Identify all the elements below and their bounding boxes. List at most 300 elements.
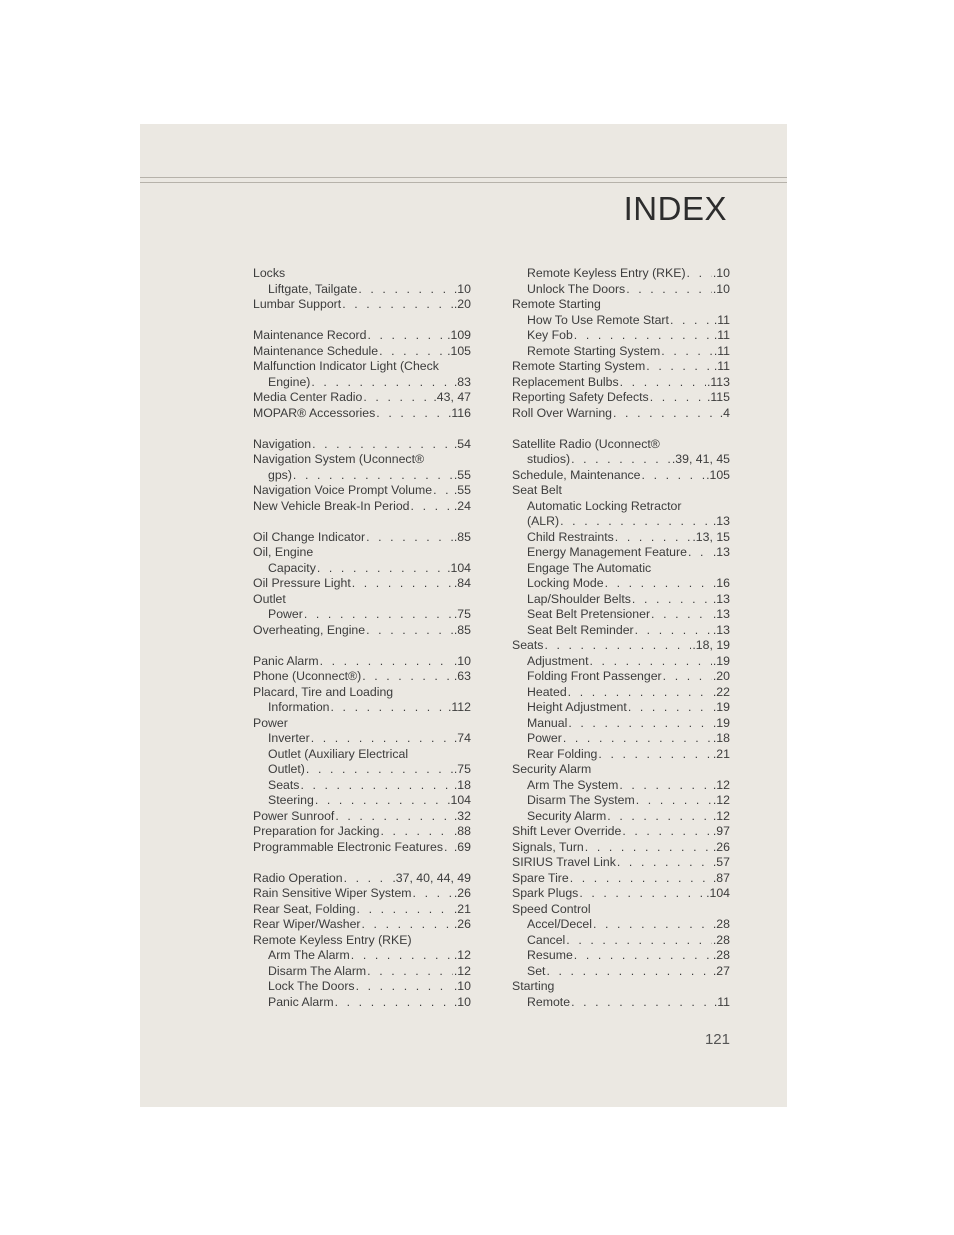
index-entry <box>253 592 471 608</box>
index-subentry <box>253 793 471 809</box>
index-entry <box>512 979 730 995</box>
index-subentry <box>512 623 730 639</box>
index-entry <box>512 840 730 856</box>
index-entry <box>253 886 471 902</box>
dot-leader <box>628 700 712 716</box>
entry-page-ref: .28 <box>712 917 730 931</box>
entry-term: Folding Front Passenger <box>527 669 662 683</box>
dot-leader <box>670 313 713 329</box>
entry-term: Locks <box>253 266 286 280</box>
entry-term: Placard, Tire and Loading <box>253 684 394 699</box>
dot-leader <box>687 266 712 282</box>
dot-leader <box>622 824 712 840</box>
entry-term: Power Sunroof <box>253 808 335 823</box>
index-column-left <box>253 266 471 1010</box>
entry-term: Outlet <box>253 591 286 606</box>
entry-term: Navigation System (Uconnect® <box>253 452 425 466</box>
index-entry <box>253 545 471 561</box>
entry-page-ref: .13 <box>712 514 730 528</box>
index-gap <box>512 421 730 437</box>
entry-page-ref: .10 <box>453 979 471 993</box>
entry-term: Accel/Decel <box>527 917 592 931</box>
index-subentry <box>253 375 471 391</box>
index-entry <box>512 871 730 887</box>
index-subentry <box>512 747 730 763</box>
dot-leader <box>311 375 453 391</box>
index-subentry <box>253 731 471 747</box>
dot-leader <box>579 886 705 902</box>
index-entry <box>253 344 471 360</box>
entry-page-ref: .11 <box>713 343 730 358</box>
entry-page-ref: .19 <box>712 700 730 714</box>
entry-term: Security Alarm <box>512 762 592 776</box>
dot-leader <box>661 344 713 360</box>
entry-page-ref: .39, 41, 45 <box>671 452 730 466</box>
index-subentry <box>253 778 471 794</box>
entry-page-ref: .43, 47 <box>433 390 471 404</box>
entry-page-ref: .84 <box>453 576 471 590</box>
index-subentry <box>512 576 730 592</box>
entry-term: Locking Mode <box>527 576 604 590</box>
dot-leader <box>688 545 712 561</box>
dot-leader <box>315 793 446 809</box>
index-subentry <box>253 762 471 778</box>
entry-page-ref: .12 <box>712 777 730 792</box>
index-subentry <box>512 561 730 577</box>
index-subentry <box>512 530 730 546</box>
entry-term: Lumbar Support <box>253 297 342 311</box>
index-subentry <box>253 948 471 964</box>
entry-page-ref: .18, 19 <box>692 638 730 652</box>
index-entry <box>253 406 471 422</box>
dot-leader <box>312 437 453 453</box>
index-gap <box>253 638 471 654</box>
dot-leader <box>411 499 453 515</box>
index-subentry <box>512 514 730 530</box>
index-entry <box>253 654 471 670</box>
entry-term: Seat Belt <box>512 483 562 497</box>
index-subentry <box>512 685 730 701</box>
index-subentry <box>512 669 730 685</box>
entry-page-ref: .10 <box>453 994 471 1009</box>
entry-term: Remote Starting System <box>527 343 661 358</box>
entry-term: Power <box>253 715 288 730</box>
index-entry <box>253 809 471 825</box>
index-entry <box>512 437 730 453</box>
dot-leader <box>566 933 712 949</box>
index-subentry <box>512 917 730 933</box>
dot-leader <box>362 917 453 933</box>
entry-page-ref: .69 <box>453 839 471 854</box>
index-subentry <box>253 561 471 577</box>
entry-term: Rain Sensitive Wiper System <box>253 886 412 900</box>
index-subentry <box>512 313 730 329</box>
dot-leader <box>626 282 712 298</box>
index-subentry <box>512 654 730 670</box>
entry-page-ref: .19 <box>712 715 730 730</box>
dot-leader <box>635 623 712 639</box>
dot-leader <box>362 669 453 685</box>
entry-page-ref: .26 <box>453 917 471 931</box>
entry-page-ref: .20 <box>453 297 471 311</box>
index-subentry <box>253 282 471 298</box>
index-subentry <box>512 266 730 282</box>
dot-leader <box>335 809 453 825</box>
entry-term: Navigation Voice Prompt Volume <box>253 483 433 497</box>
entry-term: Capacity <box>268 560 316 575</box>
dot-leader <box>650 390 706 406</box>
index-page <box>140 124 787 1107</box>
entry-page-ref: .12 <box>453 948 471 962</box>
index-subentry <box>512 964 730 980</box>
dot-leader <box>620 375 706 391</box>
dot-leader <box>351 948 453 964</box>
index-entry <box>512 468 730 484</box>
entry-page-ref: .10 <box>712 266 730 280</box>
dot-leader <box>651 607 712 623</box>
entry-term: Outlet (Auxiliary Electrical <box>268 746 409 761</box>
entry-page-ref: .104 <box>706 886 730 900</box>
entry-page-ref: .97 <box>712 824 730 838</box>
entry-page-ref: .115 <box>706 390 730 404</box>
index-subentry <box>253 979 471 995</box>
entry-page-ref: .13 <box>712 622 730 637</box>
entry-term: Cancel <box>527 932 566 947</box>
dot-leader <box>317 561 446 577</box>
entry-page-ref: .13, 15 <box>692 529 730 544</box>
entry-term: Arm The System <box>527 777 619 792</box>
entry-term: Remote <box>527 994 571 1009</box>
entry-term: Engage The Automatic <box>527 560 652 575</box>
index-entry <box>253 824 471 840</box>
entry-term: Oil Change Indicator <box>253 529 366 544</box>
entry-page-ref: .11 <box>713 359 730 373</box>
entry-term: Panic Alarm <box>253 653 319 668</box>
index-entry <box>512 390 730 406</box>
entry-page-ref: .11 <box>713 328 730 342</box>
entry-page-ref: .13 <box>712 591 730 606</box>
entry-term: Satellite Radio (Uconnect® <box>512 436 660 451</box>
entry-page-ref: .105 <box>706 467 730 482</box>
entry-page-ref: .28 <box>712 932 730 947</box>
entry-page-ref: .27 <box>712 963 730 978</box>
dot-leader <box>304 607 453 623</box>
dot-leader <box>311 731 453 747</box>
entry-page-ref: .12 <box>712 808 730 823</box>
index-subentry <box>512 778 730 794</box>
entry-term: Disarm The System <box>527 793 635 807</box>
entry-term: Roll Over Warning <box>512 405 612 420</box>
index-entry <box>512 855 730 871</box>
dot-leader <box>544 638 691 654</box>
dot-leader <box>444 840 453 856</box>
dot-leader <box>380 824 452 840</box>
dot-leader <box>366 623 453 639</box>
entry-term: Inverter <box>268 731 310 745</box>
entry-term: Power <box>268 607 303 621</box>
index-entry <box>512 902 730 918</box>
dot-leader <box>570 871 712 887</box>
entry-term: New Vehicle Break-In Period <box>253 498 410 513</box>
entry-page-ref: .75 <box>453 607 471 621</box>
entry-term: Lap/Shoulder Belts <box>527 591 631 606</box>
dot-leader <box>363 390 432 406</box>
entry-term: Arm The Alarm <box>268 948 350 962</box>
index-entry <box>253 437 471 453</box>
entry-term: Shift Lever Override <box>512 824 622 838</box>
entry-term: Programmable Electronic Features <box>253 839 443 854</box>
dot-leader <box>574 328 713 344</box>
index-subentry <box>512 700 730 716</box>
dot-leader <box>619 778 712 794</box>
page-number: 121 <box>704 1031 730 1048</box>
dot-leader <box>636 793 712 809</box>
index-gap <box>253 421 471 437</box>
index-entry <box>253 297 471 313</box>
index-entry <box>253 499 471 515</box>
entry-term: Seats <box>268 777 300 792</box>
entry-page-ref: .26 <box>453 886 471 900</box>
entry-term: Oil, Engine <box>253 545 314 559</box>
entry-term: Replacement Bulbs <box>512 374 619 389</box>
dot-leader <box>598 747 711 763</box>
index-entry <box>512 762 730 778</box>
dot-leader <box>646 359 713 375</box>
entry-term: Child Restraints <box>527 529 614 544</box>
index-entry <box>512 359 730 375</box>
header-rule-top <box>140 177 787 178</box>
dot-leader <box>574 948 712 964</box>
entry-page-ref: .10 <box>453 653 471 668</box>
entry-page-ref: .54 <box>453 436 471 451</box>
entry-term: Seat Belt Reminder <box>527 622 634 637</box>
dot-leader <box>293 468 453 484</box>
index-subentry <box>512 344 730 360</box>
dot-leader <box>663 669 712 685</box>
entry-term: Unlock The Doors <box>527 281 626 296</box>
entry-page-ref: .22 <box>712 684 730 699</box>
dot-leader <box>379 344 446 360</box>
entry-term: Liftgate, Tailgate <box>268 281 358 296</box>
entry-term: Maintenance Schedule <box>253 343 379 358</box>
entry-page-ref: .109 <box>447 328 471 342</box>
entry-term: gps) <box>268 467 292 482</box>
entry-term: Speed Control <box>512 901 591 916</box>
entry-term: Seat Belt Pretensioner <box>527 607 651 621</box>
entry-term: Preparation for Jacking <box>253 824 380 838</box>
index-subentry <box>512 995 730 1011</box>
dot-leader <box>593 917 712 933</box>
entry-term: Seats <box>512 638 544 652</box>
index-entry <box>512 406 730 422</box>
entry-page-ref: .57 <box>712 855 730 869</box>
index-entry <box>512 638 730 654</box>
index-entry <box>512 483 730 499</box>
entry-term: Remote Starting System <box>512 359 646 373</box>
dot-leader <box>413 886 453 902</box>
entry-term: Reporting Safety Defects <box>512 390 649 404</box>
dot-leader <box>571 995 713 1011</box>
dot-leader <box>433 483 453 499</box>
entry-term: (ALR) <box>527 514 560 528</box>
dot-leader <box>367 964 453 980</box>
index-subentry <box>253 747 471 763</box>
index-entry <box>253 623 471 639</box>
index-subentry <box>253 995 471 1011</box>
entry-term: Automatic Locking Retractor <box>527 498 682 513</box>
index-gap <box>253 313 471 329</box>
entry-page-ref: .11 <box>713 312 730 327</box>
entry-term: Overheating, Engine <box>253 622 366 637</box>
entry-page-ref: .55 <box>453 467 471 482</box>
index-entry <box>253 530 471 546</box>
entry-page-ref: .87 <box>712 870 730 885</box>
dot-leader <box>331 700 447 716</box>
entry-term: Energy Management Feature <box>527 545 687 559</box>
entry-page-ref: .18 <box>712 731 730 745</box>
index-subentry <box>512 499 730 515</box>
entry-term: Media Center Radio <box>253 390 363 404</box>
index-column-right <box>512 266 730 1010</box>
entry-term: Steering <box>268 793 314 807</box>
dot-leader <box>642 468 706 484</box>
dot-leader <box>376 406 447 422</box>
index-subentry <box>512 607 730 623</box>
dot-leader <box>571 452 671 468</box>
index-subentry <box>512 809 730 825</box>
dot-leader <box>605 576 712 592</box>
dot-leader <box>356 979 453 995</box>
dot-leader <box>342 297 453 313</box>
entry-page-ref: .83 <box>453 374 471 389</box>
entry-term: Adjustment <box>527 653 589 668</box>
index-subentry <box>512 545 730 561</box>
index-entry <box>253 840 471 856</box>
entry-page-ref: .16 <box>712 576 730 590</box>
entry-term: Maintenance Record <box>253 328 367 342</box>
entry-term: Power <box>527 731 562 745</box>
entry-term: MOPAR® Accessories <box>253 405 376 420</box>
entry-page-ref: .12 <box>453 963 471 978</box>
entry-term: Signals, Turn <box>512 839 584 854</box>
entry-page-ref: .63 <box>453 669 471 683</box>
entry-page-ref: .24 <box>453 498 471 513</box>
dot-leader <box>546 964 711 980</box>
entry-page-ref: .113 <box>706 374 730 389</box>
entry-page-ref: .28 <box>712 948 730 962</box>
entry-page-ref: .85 <box>453 529 471 544</box>
entry-term: Malfunction Indicator Light (Check <box>253 359 439 373</box>
index-subentry <box>253 700 471 716</box>
index-gap <box>253 514 471 530</box>
index-entry <box>253 685 471 701</box>
entry-term: Rear Seat, Folding <box>253 901 356 916</box>
dot-leader <box>568 685 712 701</box>
entry-term: Schedule, Maintenance <box>512 467 641 482</box>
header-rule-bottom <box>140 182 787 183</box>
index-subentry <box>512 731 730 747</box>
entry-page-ref: .105 <box>447 343 471 358</box>
entry-page-ref: .20 <box>712 669 730 683</box>
entry-term: SIRIUS Travel Link <box>512 855 616 869</box>
index-subentry <box>512 452 730 468</box>
index-subentry <box>512 793 730 809</box>
entry-term: Manual <box>527 715 568 730</box>
entry-term: Starting <box>512 979 555 993</box>
entry-page-ref: .104 <box>447 560 471 575</box>
dot-leader <box>617 855 712 871</box>
entry-page-ref: .74 <box>453 731 471 745</box>
dot-leader <box>607 809 712 825</box>
entry-page-ref: .19 <box>712 653 730 668</box>
entry-term: Lock The Doors <box>268 979 355 993</box>
entry-page-ref: .116 <box>447 405 471 420</box>
dot-leader <box>300 778 452 794</box>
dot-leader <box>568 716 712 732</box>
dot-leader <box>613 406 719 422</box>
index-entry <box>253 576 471 592</box>
entry-term: Key Fob <box>527 328 573 342</box>
entry-term: Remote Keyless Entry (RKE) <box>527 266 686 280</box>
dot-leader <box>344 871 392 887</box>
dot-leader <box>352 576 453 592</box>
entry-term: Remote Starting <box>512 297 601 311</box>
entry-page-ref: .21 <box>453 901 471 916</box>
dot-leader <box>632 592 712 608</box>
index-subentry <box>512 592 730 608</box>
entry-term: Engine) <box>268 374 311 389</box>
index-entry <box>253 716 471 732</box>
index-subentry <box>253 607 471 623</box>
dot-leader <box>367 328 446 344</box>
index-entry <box>253 266 471 282</box>
index-subentry <box>512 948 730 964</box>
entry-page-ref: .32 <box>453 808 471 823</box>
entry-term: Rear Folding <box>527 746 598 761</box>
entry-term: Heated <box>527 684 567 699</box>
index-entry <box>253 390 471 406</box>
index-subentry <box>512 933 730 949</box>
dot-leader <box>615 530 692 546</box>
index-entry <box>253 902 471 918</box>
entry-page-ref: .10 <box>712 281 730 296</box>
entry-term: Phone (Uconnect®) <box>253 669 362 683</box>
index-entry <box>253 359 471 375</box>
entry-term: Panic Alarm <box>268 994 334 1009</box>
entry-term: Resume <box>527 948 573 962</box>
dot-leader <box>560 514 712 530</box>
page-title: INDEX <box>623 190 727 227</box>
entry-page-ref: .75 <box>453 762 471 776</box>
entry-page-ref: .11 <box>713 994 730 1009</box>
dot-leader <box>358 282 453 298</box>
dot-leader <box>357 902 453 918</box>
entry-page-ref: .10 <box>453 281 471 296</box>
entry-page-ref: .26 <box>712 839 730 854</box>
entry-page-ref: .13 <box>712 607 730 621</box>
index-entry <box>253 917 471 933</box>
entry-page-ref: .18 <box>453 777 471 792</box>
index-subentry <box>512 328 730 344</box>
entry-term: Navigation <box>253 436 312 451</box>
entry-term: Height Adjustment <box>527 700 627 714</box>
index-subentry <box>512 282 730 298</box>
index-subentry <box>253 964 471 980</box>
entry-term: Set <box>527 963 546 978</box>
entry-term: Spark Plugs <box>512 886 579 900</box>
index-entry <box>253 328 471 344</box>
index-entry <box>253 669 471 685</box>
